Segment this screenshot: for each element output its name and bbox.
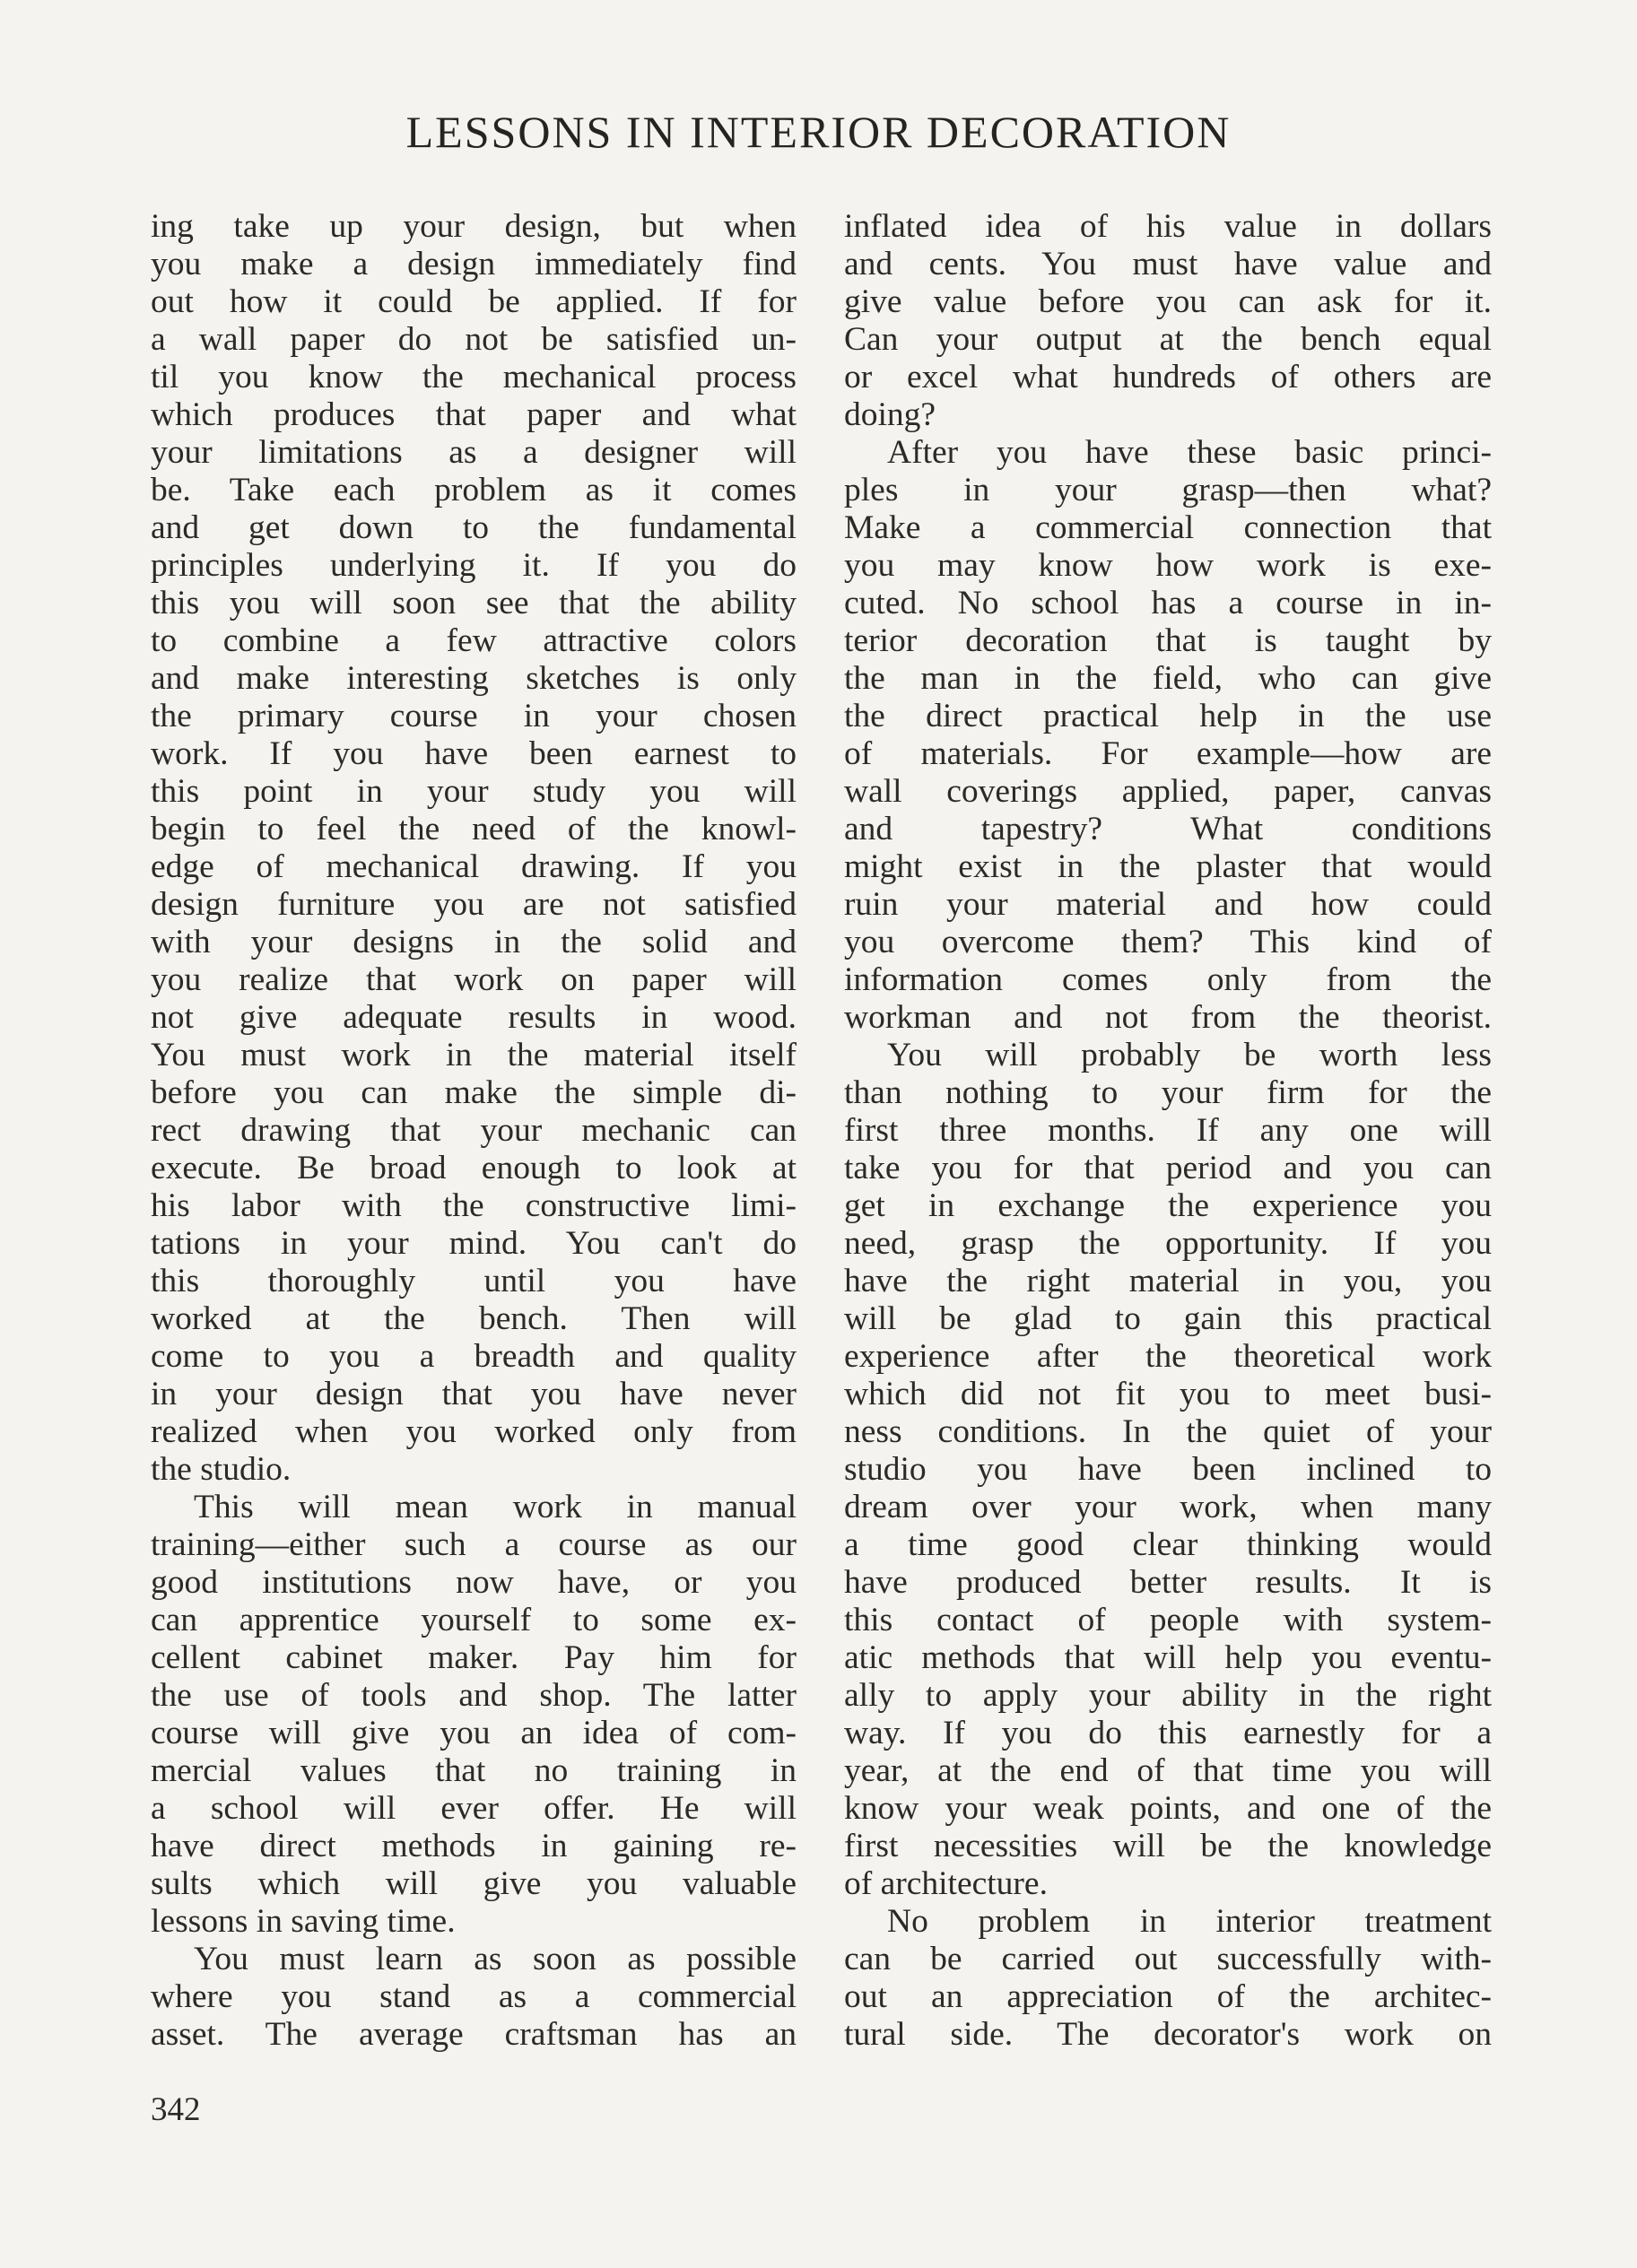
text-line: the man in the field, who can give [844, 660, 1492, 697]
text-line: No problem in interior treatment [887, 1903, 1492, 1940]
text-line: this you will soon see that the ability [151, 585, 797, 621]
text-line: and tapestry? What conditions [844, 811, 1492, 847]
text-line: tural side. The decorator's work on [844, 2016, 1492, 2053]
text-line: out an appreciation of the architec- [844, 1978, 1492, 2015]
text-line: ples in your grasp—then what? [844, 472, 1492, 508]
text-line: have produced better results. It is [844, 1564, 1492, 1601]
text-line: and get down to the fundamental [151, 509, 797, 546]
text-line: good institutions now have, or you [151, 1564, 797, 1601]
text-line: might exist in the plaster that would [844, 848, 1492, 885]
text-line: cuted. No school has a course in in- [844, 585, 1492, 621]
text-line: of materials. For example—how are [844, 735, 1492, 772]
text-line: get in exchange the experience you [844, 1187, 1492, 1224]
text-line: doing? [844, 396, 936, 433]
text-line: of architecture. [844, 1865, 1048, 1902]
text-line: a school will ever offer. He will [151, 1790, 797, 1827]
text-line: and cents. You must have value and [844, 246, 1492, 282]
text-line: dream over your work, when many [844, 1489, 1492, 1525]
text-line: know your weak points, and one of the [844, 1790, 1492, 1827]
text-line: experience after the theoretical work [844, 1338, 1492, 1375]
text-line: principles underlying it. If you do [151, 547, 797, 584]
text-line: ness conditions. In the quiet of your [844, 1413, 1492, 1450]
text-line: You must work in the material itself [151, 1037, 797, 1073]
text-line: studio you have been inclined to [844, 1451, 1492, 1488]
text-line: first three months. If any one will [844, 1112, 1492, 1149]
text-line: begin to feel the need of the knowl- [151, 811, 797, 847]
text-line: ing take up your design, but when [151, 208, 797, 245]
text-line: and make interesting sketches is only [151, 660, 797, 697]
text-line: which did not fit you to meet busi- [844, 1376, 1492, 1412]
text-line: atic methods that will help you eventu- [844, 1639, 1492, 1676]
text-line: you may know how work is exe- [844, 547, 1492, 584]
text-line: the primary course in your chosen [151, 698, 797, 734]
text-line: before you can make the simple di- [151, 1074, 797, 1111]
text-line: This will mean work in manual [194, 1489, 797, 1525]
text-line: you make a design immediately find [151, 246, 797, 282]
text-line: a time good clear thinking would [844, 1526, 1492, 1563]
text-line: information comes only from the [844, 961, 1492, 998]
text-line: workman and not from the theorist. [844, 999, 1492, 1036]
text-line: your limitations as a designer will [151, 434, 797, 471]
left-text-column [151, 208, 797, 2054]
text-line: terior decoration that is taught by [844, 622, 1492, 659]
running-head: LESSONS IN INTERIOR DECORATION [405, 107, 1232, 157]
text-line: the studio. [151, 1451, 292, 1488]
text-line: tations in your mind. You can't do [151, 1225, 797, 1262]
text-line: realized when you worked only from [151, 1413, 797, 1450]
text-line: will be glad to gain this practical [844, 1300, 1492, 1337]
text-line: or excel what hundreds of others are [844, 359, 1492, 395]
text-line: can apprentice yourself to some ex- [151, 1602, 797, 1638]
text-line: You will probably be worth less [887, 1037, 1492, 1073]
text-line: sults which will give you valuable [151, 1865, 797, 1902]
text-line: lessons in saving time. [151, 1903, 456, 1940]
text-line: need, grasp the opportunity. If you [844, 1225, 1492, 1262]
text-line: be. Take each problem as it comes [151, 472, 797, 508]
text-line: his labor with the constructive limi- [151, 1187, 797, 1224]
text-line: inflated idea of his value in dollars [844, 208, 1492, 245]
text-line: where you stand as a commercial [151, 1978, 797, 2015]
text-line: to combine a few attractive colors [151, 622, 797, 659]
text-line: asset. The average craftsman has an [151, 2016, 797, 2053]
text-line: give value before you can ask for it. [844, 283, 1492, 320]
text-line: have the right material in you, you [844, 1263, 1492, 1299]
text-line: work. If you have been earnest to [151, 735, 797, 772]
right-text-column [844, 208, 1492, 2054]
text-line: worked at the bench. Then will [151, 1300, 797, 1337]
text-line: the use of tools and shop. The latter [151, 1677, 797, 1714]
text-line: training—either such a course as our [151, 1526, 797, 1563]
text-line: way. If you do this earnestly for a [844, 1715, 1492, 1751]
text-line: first necessities will be the knowledge [844, 1828, 1492, 1864]
text-line: til you know the mechanical process [151, 359, 797, 395]
text-line: edge of mechanical drawing. If you [151, 848, 797, 885]
text-line: this thoroughly until you have [151, 1263, 797, 1299]
text-line: you realize that work on paper will [151, 961, 797, 998]
text-line: execute. Be broad enough to look at [151, 1150, 797, 1186]
text-line: which produces that paper and what [151, 396, 797, 433]
text-line: have direct methods in gaining re- [151, 1828, 797, 1864]
text-line: in your design that you have never [151, 1376, 797, 1412]
text-line: this point in your study you will [151, 773, 797, 810]
text-line: out how it could be applied. If for [151, 283, 797, 320]
text-line: After you have these basic princi- [887, 434, 1492, 471]
text-line: ruin your material and how could [844, 886, 1492, 923]
text-line: come to you a breadth and quality [151, 1338, 797, 1375]
text-line: can be carried out successfully with- [844, 1941, 1492, 1977]
text-line: not give adequate results in wood. [151, 999, 797, 1036]
text-line: than nothing to your firm for the [844, 1074, 1492, 1111]
text-line: course will give you an idea of com- [151, 1715, 797, 1751]
text-line: year, at the end of that time you will [844, 1752, 1492, 1789]
text-line: you overcome them? This kind of [844, 924, 1492, 960]
text-line: the direct practical help in the use [844, 698, 1492, 734]
text-line: design furniture you are not satisfied [151, 886, 797, 923]
text-line: Can your output at the bench equal [844, 321, 1492, 358]
page-number: 342 [151, 2091, 201, 2128]
text-line: ally to apply your ability in the right [844, 1677, 1492, 1714]
text-line: wall coverings applied, paper, canvas [844, 773, 1492, 810]
text-line: cellent cabinet maker. Pay him for [151, 1639, 797, 1676]
text-line: this contact of people with system- [844, 1602, 1492, 1638]
text-line: with your designs in the solid and [151, 924, 797, 960]
text-line: a wall paper do not be satisfied un- [151, 321, 797, 358]
text-line: You must learn as soon as possible [194, 1941, 797, 1977]
text-line: Make a commercial connection that [844, 509, 1492, 546]
text-line: rect drawing that your mechanic can [151, 1112, 797, 1149]
text-line: take you for that period and you can [844, 1150, 1492, 1186]
text-line: mercial values that no training in [151, 1752, 797, 1789]
